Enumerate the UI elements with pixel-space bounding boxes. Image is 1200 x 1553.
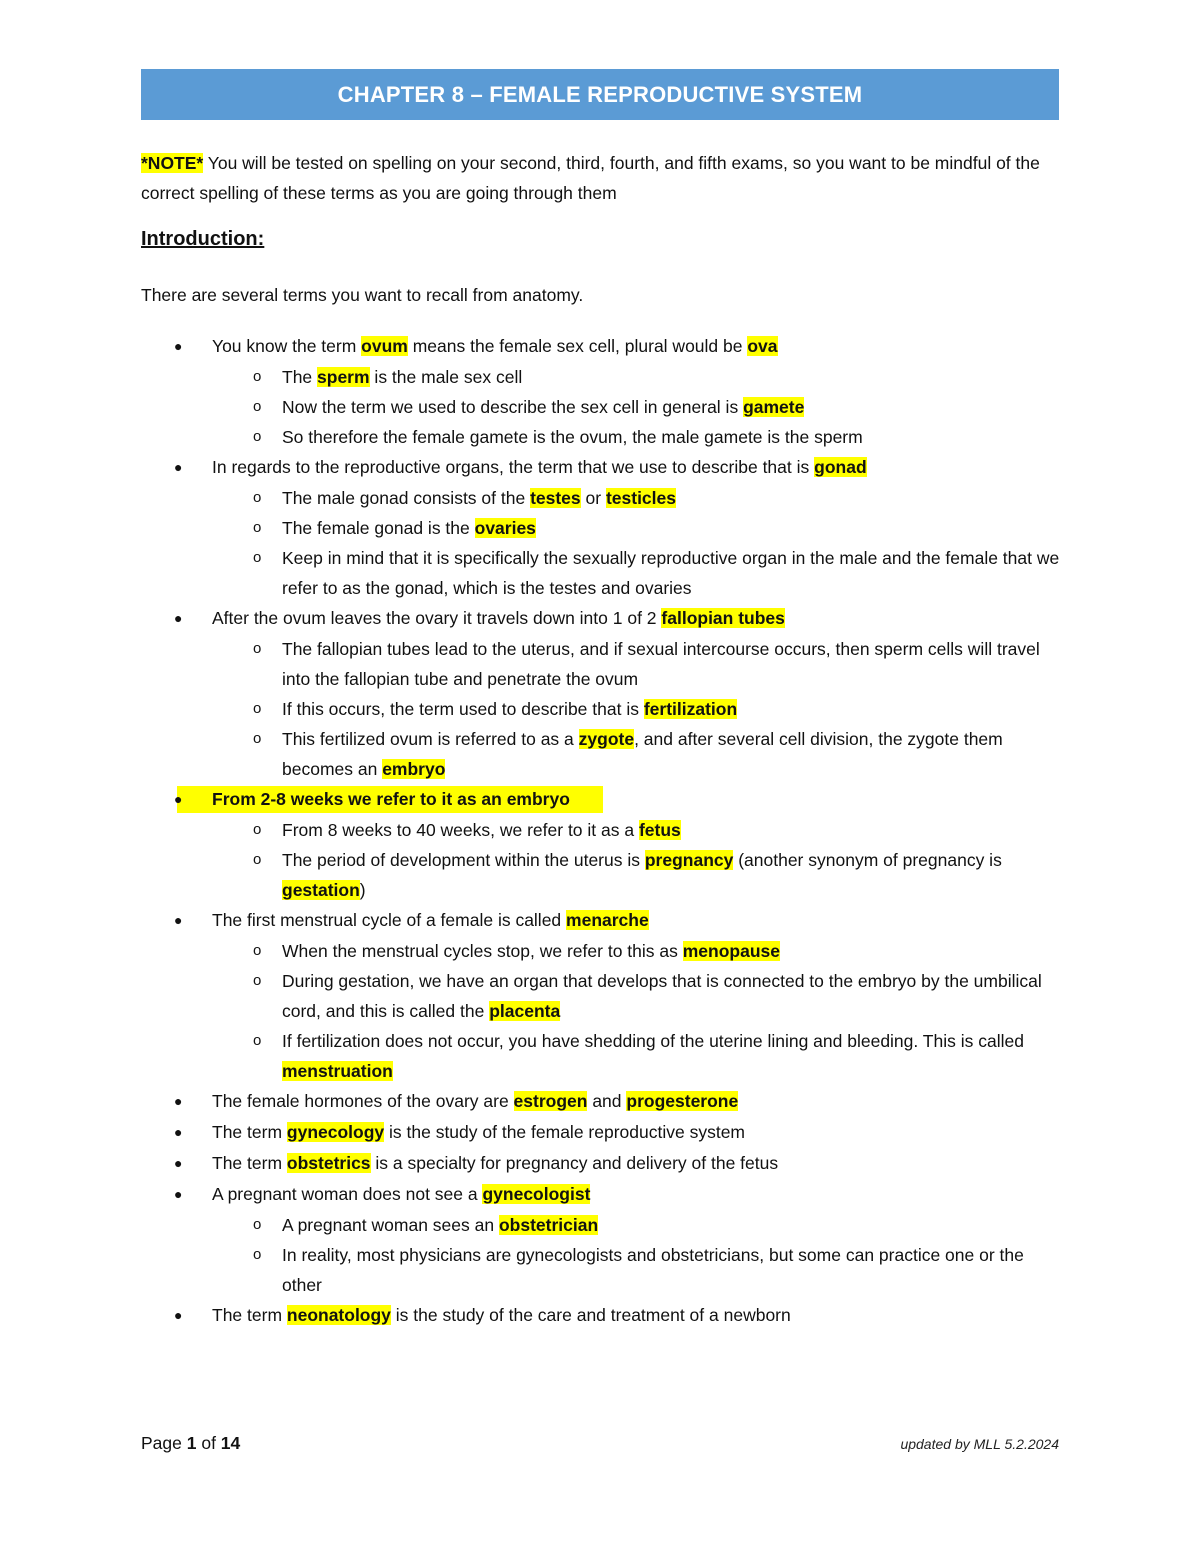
sub-bullet-item [141,966,1061,1026]
bullet-circle-icon: o [253,1032,262,1049]
note-label: *NOTE* [141,153,204,173]
sub-bullet-item [141,362,1061,392]
spelling-note [141,148,1059,208]
item-text [282,518,536,538]
highlighted-term: fetus [638,820,681,840]
item-text [282,548,1059,598]
item-text [212,789,570,809]
bullet-circle-icon: o [253,368,262,385]
item-text-segment: The female gonad is the [282,518,475,538]
item-text-segment: You know the term [212,336,362,356]
sub-bullet-item [141,634,1061,694]
bullet-circle-icon: o [253,398,262,415]
item-text [212,1122,745,1142]
bullet-item [141,331,1061,361]
bullet-circle-icon: o [253,851,262,868]
item-text-segment: The period of development within the uterus is [282,850,645,870]
sub-bullet-item [141,392,1061,422]
highlighted-term: gynecologist [482,1184,591,1204]
item-text-segment: or [580,488,606,508]
item-text-segment: is the study of the female reproductive system [384,1122,746,1142]
bullet-circle-icon: o [253,1246,262,1263]
item-text-segment: The first menstrual cycle of a female is called [212,910,567,930]
bullet-circle-icon: o [253,549,262,566]
highlighted-term: obstetrics [286,1153,371,1173]
item-text-segment: During gestation, we have an organ that develops that is connected to the embryo by the umbilical cord, and this is called the [282,971,1042,1021]
page-number [141,1433,240,1454]
item-text-segment: is a specialty for pregnancy and delivery of the fetus [370,1153,779,1173]
item-text-segment: If fertilization does not occur, you have shedding of the uterine lining and bleeding. This is called [282,1031,1024,1051]
bullet-circle-icon: o [253,972,262,989]
bullet-circle-icon: o [253,1216,262,1233]
bullet-dot-icon: ● [174,610,183,626]
item-text [212,336,778,356]
sub-bullet-item [141,845,1061,905]
chapter-title-bar [141,69,1059,120]
bullet-dot-icon: ● [174,1155,183,1171]
page-current: 1 [186,1433,197,1453]
bullet-dot-icon: ● [174,338,183,354]
highlighted-term: testes [530,488,581,508]
item-text-segment: A pregnant woman sees an [282,1215,499,1235]
sub-bullet-item [141,483,1061,513]
item-text [282,488,676,508]
note-text: You will be tested on spelling on your second, third, fourth, and fifth exams, so you want to be mindful of the correct spelling of these terms as you are going through them [141,153,1040,203]
bullet-dot-icon: ● [174,791,183,807]
item-text [282,850,1002,900]
sub-bullet-item [141,694,1061,724]
highlighted-term: progesterone [626,1091,739,1111]
item-text-segment: From 8 weeks to 40 weeks, we refer to it as a [282,820,639,840]
sub-bullet-item [141,815,1061,845]
bullet-item [141,1148,1061,1178]
sub-bullet-item [141,1026,1061,1086]
item-text [282,699,737,719]
highlighted-term: gamete [743,397,805,417]
item-text-segment: A pregnant woman does not see a [212,1184,483,1204]
sub-bullet-item [141,1210,1061,1240]
item-text-segment: In reality, most physicians are gynecologists and obstetricians, but some can practice one or the other [282,1245,1024,1295]
bullet-circle-icon: o [253,700,262,717]
highlighted-term: menarche [566,910,649,930]
item-text-segment: , and after several cell division, the zygote them becomes an [282,729,1003,779]
item-text-segment: The [282,367,318,387]
item-text [282,367,522,387]
bullet-item [141,1117,1061,1147]
item-text-segment: The fallopian tubes lead to the uterus, and if sexual intercourse occurs, then sperm cells will travel into the fallopian tube and penetrate the ovum [282,639,1040,689]
item-text [282,941,780,961]
highlighted-term: obstetrician [498,1215,599,1235]
highlighted-term: pregnancy [644,850,734,870]
item-text-segment: From 2-8 weeks we refer to it as an embryo [212,789,570,809]
item-text [282,397,804,417]
item-text-segment: Keep in mind that it is specifically the sexually reproductive organ in the male and the female that we refer to as the gonad, which is the testes and ovaries [282,548,1060,598]
highlighted-term: sperm [317,367,370,387]
term-list [141,331,1061,1331]
page-of: of [196,1433,221,1453]
item-text-segment: When the menstrual cycles stop, we refer to this as [282,941,683,961]
item-text-segment: The male gonad consists of the [282,488,531,508]
highlighted-term: gynecology [286,1122,385,1142]
highlighted-term: ovaries [474,518,536,538]
item-text-segment: The female hormones of the ovary are [212,1091,514,1111]
bullet-dot-icon: ● [174,459,183,475]
highlighted-term: zygote [578,729,635,749]
item-text-segment: The term [212,1153,287,1173]
page-prefix: Page [141,1433,187,1453]
highlighted-term: gestation [282,880,360,900]
item-text-segment: In regards to the reproductive organs, the term that we use to describe that is [212,457,815,477]
bullet-dot-icon: ● [174,1093,183,1109]
bullet-circle-icon: o [253,428,262,445]
bullet-item [141,784,1061,814]
highlighted-term: estrogen [513,1091,588,1111]
bullet-item [141,1179,1061,1209]
item-text-segment: Now the term we used to describe the sex cell in general is [282,397,744,417]
item-text-segment: (another synonym of pregnancy is [733,850,1002,870]
highlighted-term: menopause [682,941,780,961]
section-heading: Introduction: [141,228,265,250]
item-text [282,1031,1024,1081]
item-text-segment: If this occurs, the term used to describe that is [282,699,644,719]
item-text-segment: ) [359,880,366,900]
item-text-segment: So therefore the female gamete is the ovum, the male gamete is the sperm [282,427,863,447]
bullet-circle-icon: o [253,942,262,959]
item-text-segment: is the male sex cell [369,367,523,387]
bullet-item [141,1300,1061,1330]
item-text [212,910,649,930]
bullet-circle-icon: o [253,821,262,838]
highlighted-term: ova [747,336,778,356]
item-text-segment: and [587,1091,627,1111]
sub-bullet-item [141,724,1061,784]
sub-bullet-item [141,543,1061,603]
item-text [282,729,1003,779]
bullet-circle-icon: o [253,640,262,657]
highlighted-term: ovum [361,336,408,356]
item-text [282,820,681,840]
bullet-dot-icon: ● [174,1307,183,1323]
highlighted-term: menstruation [282,1061,393,1081]
bullet-item [141,1086,1061,1116]
bullet-dot-icon: ● [174,912,183,928]
item-text [212,1091,738,1111]
highlighted-term: neonatology [286,1305,391,1325]
page-total: 14 [220,1433,241,1453]
item-text-segment: is the study of the care and treatment of a newborn [390,1305,791,1325]
item-text [212,457,867,477]
highlighted-term: embryo [382,759,446,779]
sub-bullet-item [141,422,1061,452]
sub-bullet-item [141,936,1061,966]
item-text-segment: After the ovum leaves the ovary it travels down into 1 of 2 [212,608,662,628]
item-text [282,427,863,447]
sub-bullet-item [141,513,1061,543]
highlighted-term: fertilization [643,699,738,719]
item-text [212,1305,791,1325]
bullet-circle-icon: o [253,519,262,536]
bullet-circle-icon: o [253,489,262,506]
item-text [282,639,1040,689]
bullet-circle-icon: o [253,730,262,747]
item-text-segment: The term [212,1122,287,1142]
bullet-item [141,452,1061,482]
bullet-dot-icon: ● [174,1124,183,1140]
item-text [282,1245,1024,1295]
chapter-title: CHAPTER 8 – FEMALE REPRODUCTIVE SYSTEM [337,81,863,107]
item-text [282,1215,598,1235]
sub-bullet-item [141,1240,1061,1300]
bullet-item [141,603,1061,633]
item-text-segment: The term [212,1305,287,1325]
highlighted-term: placenta [489,1001,561,1021]
item-text [212,1153,778,1173]
highlighted-term: fallopian tubes [661,608,785,628]
bullet-item [141,905,1061,935]
updated-note: updated by MLL 5.2.2024 [900,1436,1059,1452]
item-text [282,971,1042,1021]
intro-paragraph: There are several terms you want to recall from anatomy. [141,285,584,305]
item-text-segment: This fertilized ovum is referred to as a [282,729,579,749]
bullet-dot-icon: ● [174,1186,183,1202]
item-text [212,608,785,628]
highlighted-term: testicles [605,488,676,508]
item-text-segment: means the female sex cell, plural would be [407,336,748,356]
highlighted-term: gonad [814,457,867,477]
item-text [212,1184,590,1204]
